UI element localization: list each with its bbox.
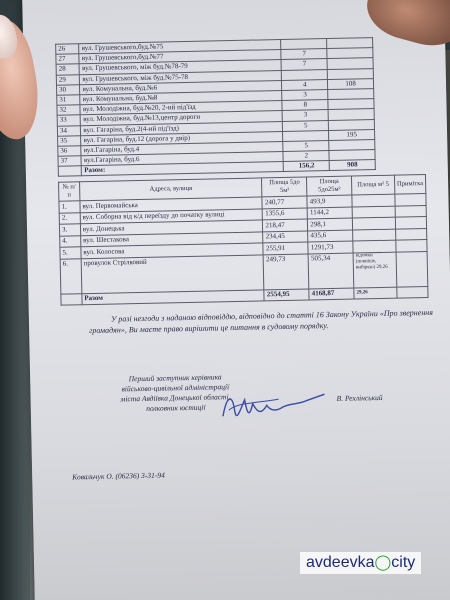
table-row: 2. вул. Соборна від к/д переїзду до початку вулиці 1355,6 1144,2: [59, 205, 426, 224]
table-row: 28 вул. Грушевського, між буд.№78-79 7: [56, 58, 373, 75]
table-total-row: Разом: 156,2 908: [58, 160, 375, 177]
table-row: 30 вул. Комунальна, буд.№6 4 108: [56, 78, 373, 95]
header-note: Примітка: [394, 175, 426, 195]
site-watermark: avdeevka◯city: [300, 552, 421, 574]
header-address: Адреса, вулиця: [79, 178, 262, 201]
table-row: 36 вул.Гагаріна, буд.4 5: [58, 139, 375, 156]
table-total-row: Разом 2554,95 4168,87 29,26: [61, 286, 428, 305]
roads-area-table: [58, 174, 429, 306]
table-row: 37 вул.Гагаріна, буд.6 2: [58, 150, 375, 167]
header-area-medium: Площа 5до25м²: [307, 176, 352, 196]
handwritten-signature: [218, 380, 329, 430]
streets-table: [55, 37, 376, 177]
signatory-name: В. Рехлінський: [336, 392, 383, 403]
table-row: 29 вул. Грушевського, між буд.№75-78: [56, 68, 373, 85]
table-row: 1. вул. Первомайська 240,77 493,9: [59, 194, 426, 213]
table-row: 31 вул. Комунальна, буд.№8 3: [57, 89, 374, 106]
header-area-large: Площа м² 5: [351, 175, 394, 195]
table-row: 32 вул. Молодіжна, буд.№20, 2-ий під'їзд 8: [57, 99, 374, 116]
header-area-small: Площа 5до 5м²: [262, 177, 307, 197]
table-row: 35 вул. Гагаріна, буд.12 (дорога у двір) 195: [58, 129, 375, 146]
executor-contact: Ковальчук О. (06236) 3-31-94: [72, 470, 165, 482]
table-row: 34 вул. Гагаріна, буд.2(4-ий під'їзд) 5: [57, 119, 374, 136]
table-row: 5. вул. Колосова 255,91 1291,73: [60, 239, 427, 258]
table-row: 27 вул. Грушевського,буд.№77 7: [56, 48, 373, 65]
signatory-position: Перший заступник керівника військово-цивільної адміністрації міста Авдіївка Донецької області, полковник юстиції: [120, 372, 231, 413]
table-row: 6. провулок Стрілковий 249,73 505,34 відомки (повніше, вибіркю) 29,26: [60, 251, 428, 294]
document-page: [22, 0, 450, 600]
fingernail: [0, 12, 20, 61]
appeal-paragraph: У разі незгоди з наданою відповіддю, відповідно до статті 16 Закону України «Про звернення громадян», Ви маєте право вирішити це питання в судовому порядку.: [89, 307, 434, 336]
table-row: 33 вул. Молодіжна, буд.№13,центр дороги 3: [57, 109, 374, 126]
watermark-circle-icon: ◯: [374, 554, 392, 571]
table-row: 3. вул. Донецька 218,47 298,1: [59, 217, 426, 236]
table-row: 26 вул. Грушевського,буд.№75: [56, 38, 373, 55]
table-row: 4. вул. Шестакова 234,45 435,6: [60, 228, 427, 247]
header-number: № п/п: [59, 182, 80, 201]
